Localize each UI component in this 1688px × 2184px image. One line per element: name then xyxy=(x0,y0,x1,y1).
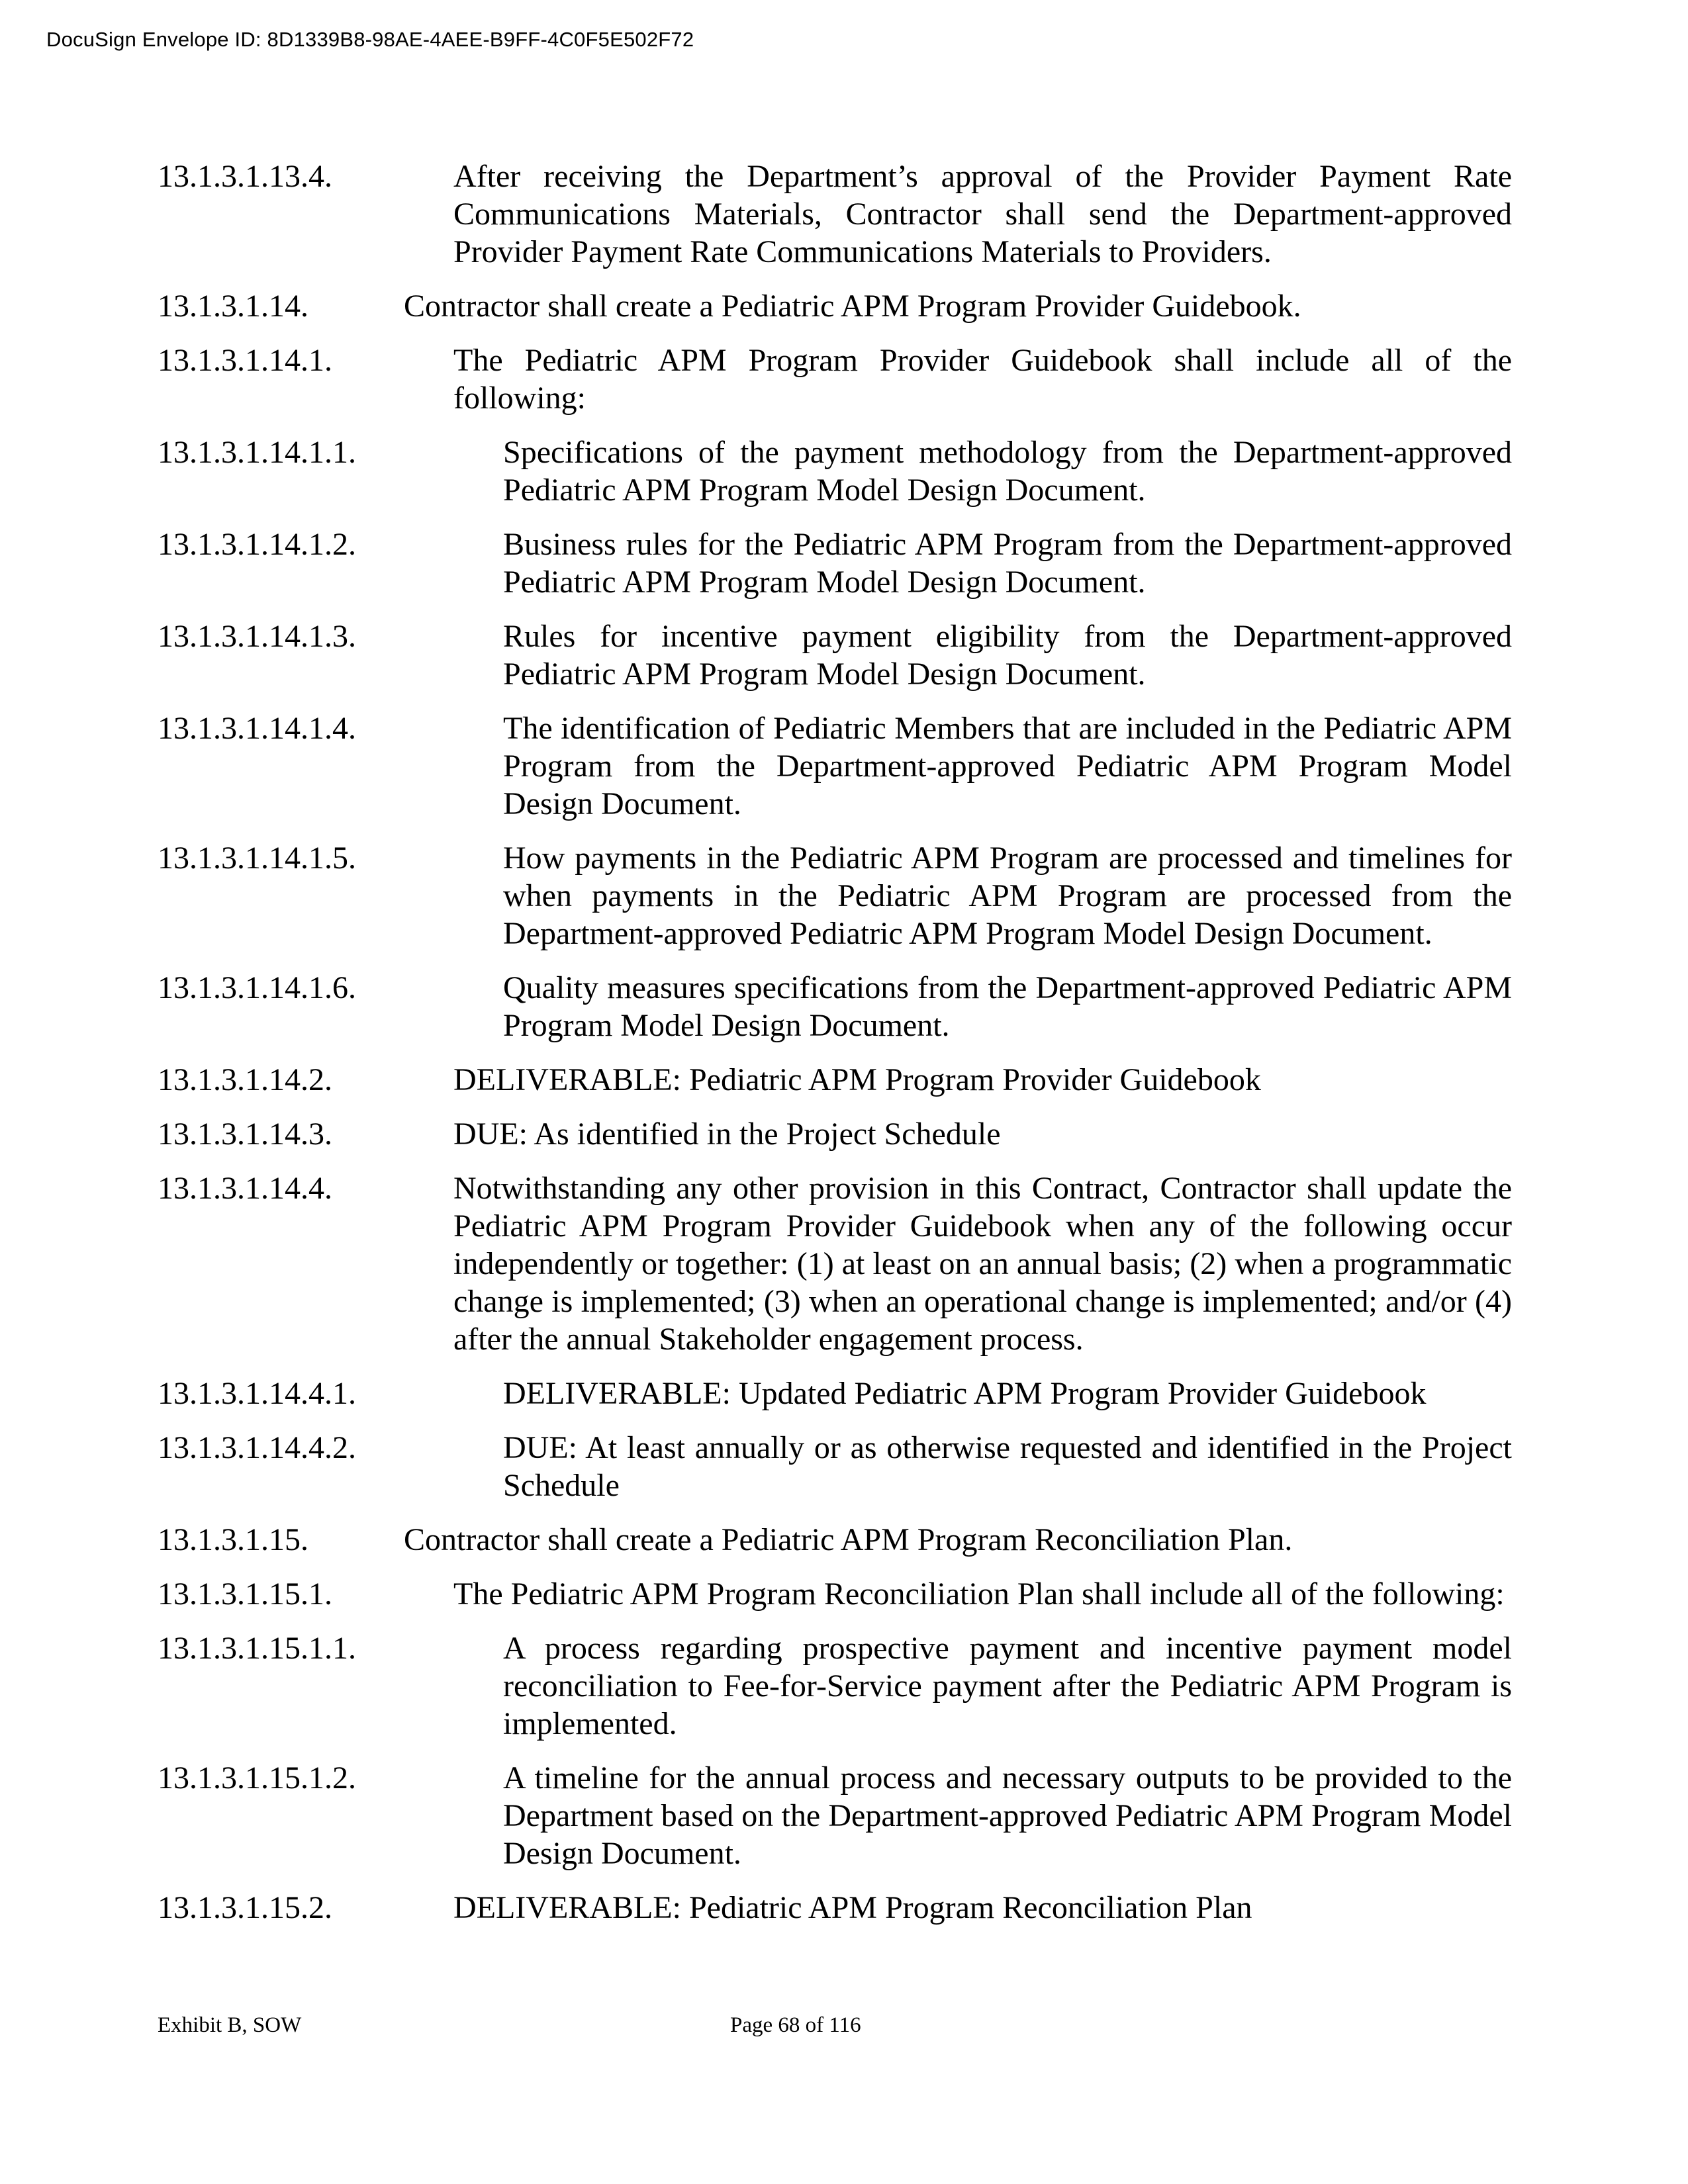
section-13-1-3-1-14-1-6 xyxy=(158,969,1512,1044)
section-text: The Pediatric APM Program Provider Guidebook shall include all of the following: xyxy=(453,343,1512,416)
section-13-1-3-1-14-4-2 xyxy=(158,1429,1512,1504)
section-13-1-3-1-14-3 xyxy=(158,1115,1512,1153)
section-number: 13.1.3.1.14.4.2. xyxy=(158,1430,356,1465)
section-number: 13.1.3.1.14.1.1. xyxy=(158,435,356,470)
section-number: 13.1.3.1.14.4.1. xyxy=(158,1376,356,1411)
section-13-1-3-1-14-1-3 xyxy=(158,617,1512,693)
section-number: 13.1.3.1.14.3. xyxy=(158,1116,332,1152)
section-text: The identification of Pediatric Members that are included in the Pediatric APM Program from the Department-approved Pediatric APM Program Model Design Document. xyxy=(503,711,1512,821)
section-13-1-3-1-14-1-5 xyxy=(158,839,1512,952)
section-number: 13.1.3.1.14. xyxy=(158,289,308,324)
section-13-1-3-1-14-1-4 xyxy=(158,709,1512,823)
section-13-1-3-1-15-1-2 xyxy=(158,1759,1512,1872)
section-text: DUE: At least annually or as otherwise requested and identified in the Project Schedule xyxy=(503,1430,1512,1503)
document-body xyxy=(158,158,1512,1943)
section-text: Rules for incentive payment eligibility from the Department-approved Pediatric APM Program Model Design Document. xyxy=(503,619,1512,692)
section-13-1-3-1-15-1-1 xyxy=(158,1629,1512,1743)
section-number: 13.1.3.1.14.4. xyxy=(158,1171,332,1206)
section-number: 13.1.3.1.14.2. xyxy=(158,1062,332,1097)
section-13-1-3-1-15-2 xyxy=(158,1889,1512,1927)
section-number: 13.1.3.1.15.1.1. xyxy=(158,1631,356,1666)
section-text: A timeline for the annual process and necessary outputs to be provided to the Department based on the Department-approved Pediatric APM Program Model Design Document. xyxy=(503,1760,1512,1871)
docusign-envelope-id: DocuSign Envelope ID: 8D1339B8-98AE-4AEE-B9FF-4C0F5E502F72 xyxy=(46,28,694,51)
section-text: DUE: As identified in the Project Schedule xyxy=(453,1116,1001,1152)
section-number: 13.1.3.1.14.1.5. xyxy=(158,841,356,876)
footer-exhibit-label: Exhibit B, SOW xyxy=(158,2013,302,2037)
section-13-1-3-1-14-4 xyxy=(158,1169,1512,1358)
section-text: Specifications of the payment methodology from the Department-approved Pediatric APM Program Model Design Document. xyxy=(503,435,1512,508)
section-text: Notwithstanding any other provision in this Contract, Contractor shall update the Pediatric APM Program Provider Guidebook when any of the following occur independently or together: (1) at least on an annual basis; (2) when a programmatic change is implemented; (3) when an operational change is implemented; and/or (4) after the annual Stakeholder engagement process. xyxy=(453,1171,1512,1357)
section-text: DELIVERABLE: Pediatric APM Program Reconciliation Plan xyxy=(453,1890,1252,1925)
section-number: 13.1.3.1.14.1.6. xyxy=(158,970,356,1005)
section-13-1-3-1-13-4 xyxy=(158,158,1512,271)
section-text: A process regarding prospective payment and incentive payment model reconciliation to Fee-for-Service payment after the Pediatric APM Program is implemented. xyxy=(503,1631,1512,1741)
section-13-1-3-1-15 xyxy=(158,1521,1512,1559)
section-13-1-3-1-14 xyxy=(158,287,1512,325)
section-text: Business rules for the Pediatric APM Program from the Department-approved Pediatric APM Program Model Design Document. xyxy=(503,527,1512,600)
section-number: 13.1.3.1.15. xyxy=(158,1522,308,1557)
section-13-1-3-1-14-2 xyxy=(158,1061,1512,1099)
section-13-1-3-1-14-4-1 xyxy=(158,1375,1512,1412)
section-text: Contractor shall create a Pediatric APM Program Reconciliation Plan. xyxy=(404,1522,1293,1557)
section-text: The Pediatric APM Program Reconciliation Plan shall include all of the following: xyxy=(453,1576,1505,1612)
section-number: 13.1.3.1.14.1.3. xyxy=(158,619,356,654)
section-number: 13.1.3.1.15.1. xyxy=(158,1576,332,1612)
section-13-1-3-1-14-1-1 xyxy=(158,433,1512,509)
section-number: 13.1.3.1.15.2. xyxy=(158,1890,332,1925)
section-text: After receiving the Department’s approval of the Provider Payment Rate Communications Materials, Contractor shall send the Department-approved Provider Payment Rate Communications Materials to Providers. xyxy=(453,159,1512,269)
section-text: DELIVERABLE: Pediatric APM Program Provider Guidebook xyxy=(453,1062,1261,1097)
footer-page-number: Page 68 of 116 xyxy=(730,2013,861,2037)
section-13-1-3-1-15-1 xyxy=(158,1575,1512,1613)
section-text: How payments in the Pediatric APM Program are processed and timelines for when payments in the Pediatric APM Program are processed from the Department-approved Pediatric APM Program Model Design Document. xyxy=(503,841,1512,951)
section-number: 13.1.3.1.14.1.4. xyxy=(158,711,356,746)
section-number: 13.1.3.1.15.1.2. xyxy=(158,1760,356,1796)
section-13-1-3-1-14-1-2 xyxy=(158,525,1512,601)
section-text: DELIVERABLE: Updated Pediatric APM Program Provider Guidebook xyxy=(503,1376,1427,1411)
section-13-1-3-1-14-1 xyxy=(158,341,1512,417)
section-text: Quality measures specifications from the Department-approved Pediatric APM Program Model Design Document. xyxy=(503,970,1512,1043)
section-text: Contractor shall create a Pediatric APM Program Provider Guidebook. xyxy=(404,289,1301,324)
section-number: 13.1.3.1.13.4. xyxy=(158,159,332,194)
section-number: 13.1.3.1.14.1.2. xyxy=(158,527,356,562)
section-number: 13.1.3.1.14.1. xyxy=(158,343,332,378)
